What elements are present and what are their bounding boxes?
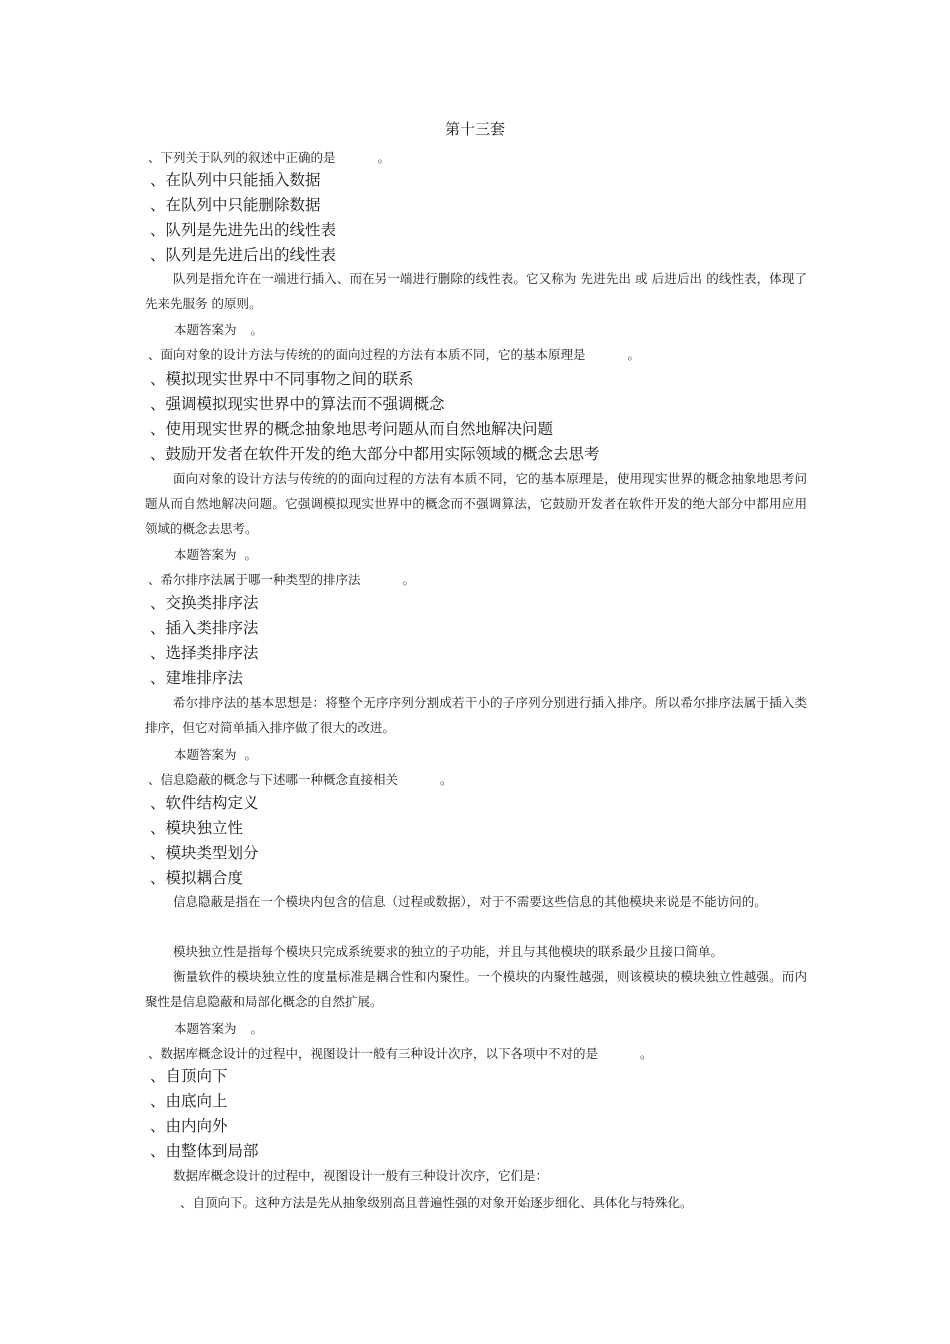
question-5-option-a: 、自顶向下	[150, 1067, 228, 1085]
question-5-explanation: 数据库概念设计的过程中，视图设计一般有三种设计次序，它们是：	[173, 1168, 549, 1183]
question-5-stem: 、数据库概念设计的过程中，视图设计一般有三种设计次序，以下各项中不对的是 。	[148, 1046, 653, 1061]
question-1-stem: 、下列关于队列的叙述中正确的是 。	[148, 150, 391, 165]
question-1-option-b: 、在队列中只能删除数据	[150, 196, 321, 214]
question-2-explanation: 面向对象的设计方法与传统的的面向过程的方法有本质不同，它的基本原理是，使用现实世界的概念抽象地思考问题从而自然地解决问题。它强调模拟现实世界中的概念而不强调算法，它鼓励开发者在软件开发的绝大部分中都用应用领域的概念去思考。	[145, 471, 807, 536]
question-4-stem: 、信息隐蔽的概念与下述哪一种概念直接相关 。	[148, 772, 453, 787]
question-1-option-d: 、队列是先进后出的线性表	[150, 246, 337, 264]
question-5-sub-point: 、自顶向下。这种方法是先从抽象级别高且普遍性强的对象开始逐步细化、具体化与特殊化。	[180, 1195, 693, 1210]
question-3-option-d: 、建堆排序法	[150, 669, 244, 687]
question-4-option-b: 、模块独立性	[150, 819, 244, 837]
question-1-option-a: 、在队列中只能插入数据	[150, 171, 321, 189]
question-4-option-d: 、模拟耦合度	[150, 869, 244, 887]
question-4-option-a: 、软件结构定义	[150, 794, 259, 812]
question-5-option-d: 、由整体到局部	[150, 1142, 259, 1160]
question-4-explanation-3: 衡量软件的模块独立性的度量标准是耦合性和内聚性。一个模块的内聚性越强，则该模块的模块独立性越强。而内聚性是信息隐蔽和局部化概念的自然扩展。	[145, 969, 807, 1009]
question-3-explanation: 希尔排序法的基本思想是：将整个无序序列分割成若干小的子序列分别进行插入排序。所以希尔排序法属于插入类排序，但它对简单插入排序做了很大的改进。	[145, 695, 807, 735]
question-5-option-c: 、由内向外	[150, 1117, 228, 1135]
page-title: 第十三套	[444, 120, 505, 138]
question-2-stem: 、面向对象的设计方法与传统的的面向过程的方法有本质不同，它的基本原理是 。	[148, 347, 641, 362]
question-3-option-c: 、选择类排序法	[150, 644, 259, 662]
question-3-option-b: 、插入类排序法	[150, 619, 259, 637]
question-1-answer: 本题答案为 。	[174, 322, 264, 337]
question-4-option-c: 、模块类型划分	[150, 844, 259, 862]
question-5-option-b: 、由底向上	[150, 1092, 228, 1110]
question-4-answer: 本题答案为 。	[174, 1021, 264, 1036]
question-2-answer: 本题答案为 。	[174, 547, 258, 562]
question-2-option-a: 、模拟现实世界中不同事物之间的联系	[150, 370, 414, 388]
question-3-answer: 本题答案为 。	[174, 747, 258, 762]
question-4-explanation-1: 信息隐蔽是指在一个模块内包含的信息（过程或数据），对于不需要这些信息的其他模块来说是不能访问的。	[173, 894, 767, 909]
question-2-option-d: 、鼓励开发者在软件开发的绝大部分中都用实际领域的概念去思考	[150, 445, 600, 463]
question-4-explanation-2: 模块独立性是指每个模块只完成系统要求的独立的子功能，并且与其他模块的联系最少且接口简单。	[173, 944, 724, 959]
question-3-stem: 、希尔排序法属于哪一种类型的排序法 。	[148, 572, 416, 587]
question-2-option-b: 、强调模拟现实世界中的算法而不强调概念	[150, 395, 445, 413]
question-2-option-c: 、使用现实世界的概念抽象地思考问题从而自然地解决问题	[150, 420, 554, 438]
question-3-option-a: 、交换类排序法	[150, 594, 259, 612]
question-1-option-c: 、队列是先进先出的线性表	[150, 221, 337, 239]
question-1-explanation: 队列是指允许在一端进行插入、而在另一端进行删除的线性表。它又称为 先进先出 或 后进后出 的线性表，体现了 先来先服务 的原则。	[145, 271, 807, 311]
